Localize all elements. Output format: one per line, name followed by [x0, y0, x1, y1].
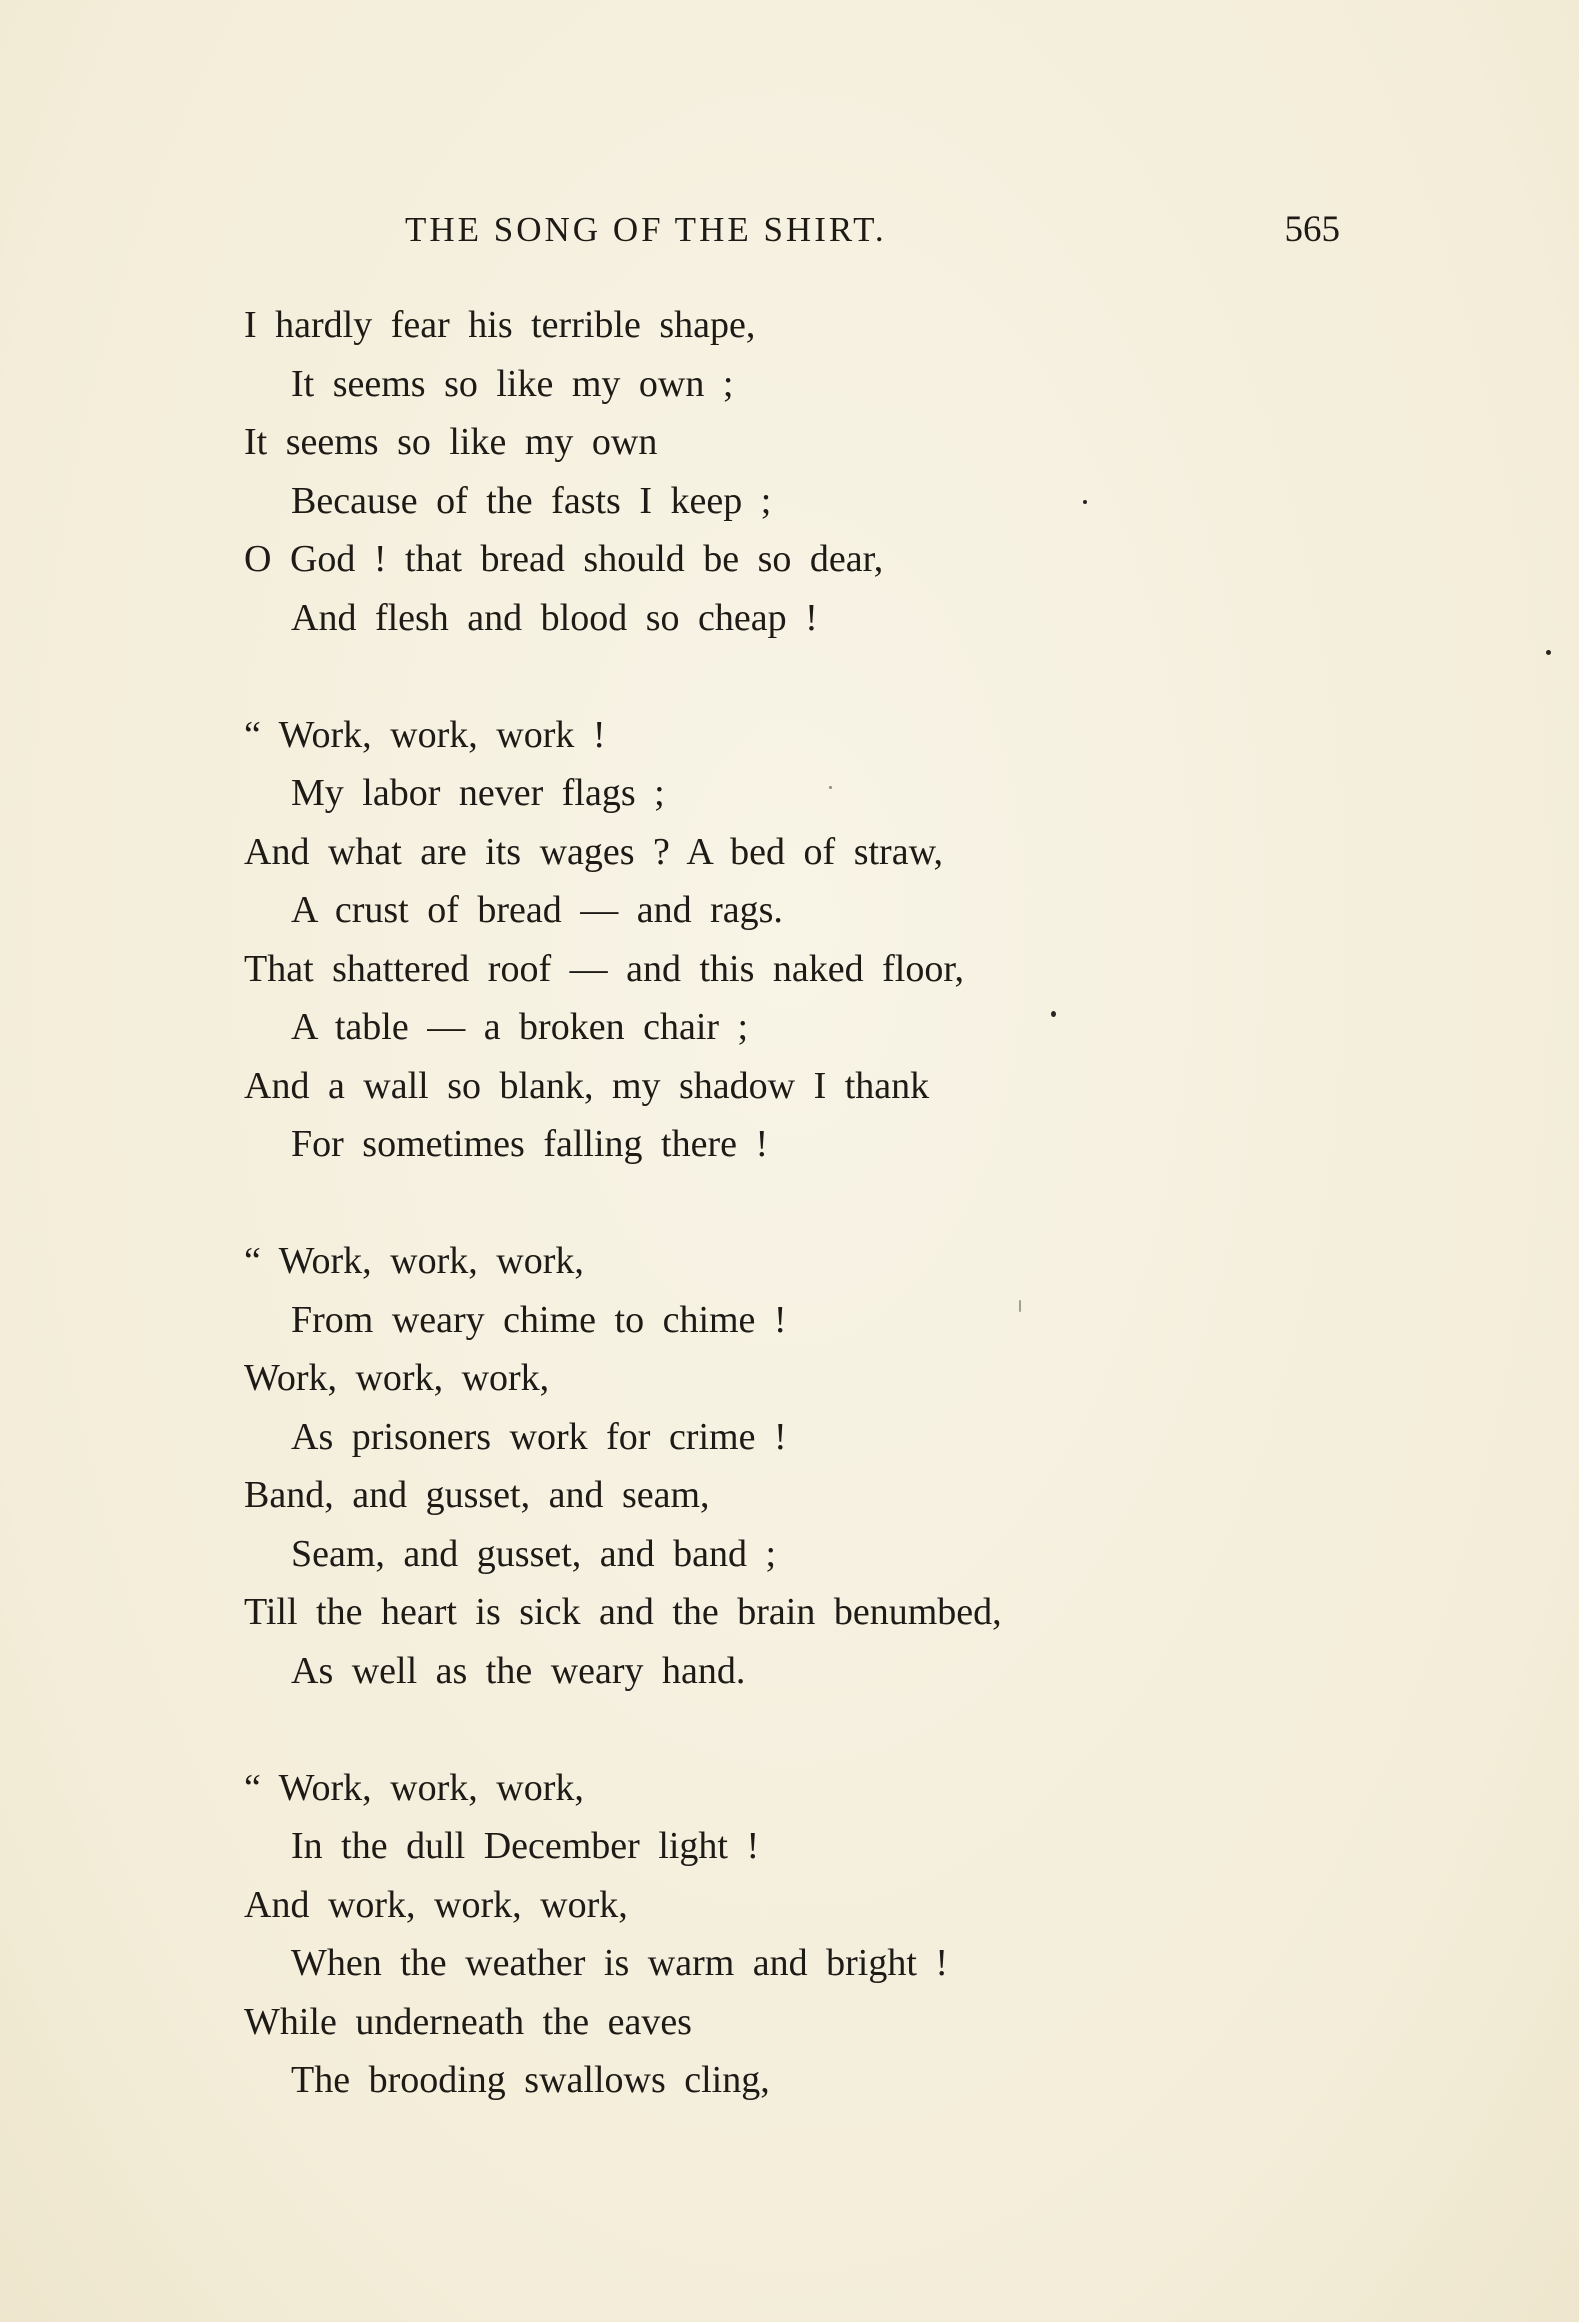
running-head [405, 202, 1340, 258]
poem-line: In the dull December light ! [291, 1825, 760, 1867]
poem-line: My labor never flags ; [291, 772, 665, 814]
poem-line: Till the heart is sick and the brain benumbed, [244, 1591, 1002, 1633]
poem-line: Band, and gusset, and seam, [244, 1474, 710, 1516]
ink-speck [1083, 500, 1087, 504]
poem-body [244, 296, 1444, 2168]
poem-line: For sometimes falling there ! [291, 1123, 769, 1165]
poem-line: And a wall so blank, my shadow I thank [244, 1064, 930, 1107]
poem-line: O God ! that bread should be so dear, [244, 538, 884, 580]
ink-speck [829, 786, 832, 789]
running-title: THE SONG OF THE SHIRT. [405, 210, 887, 249]
stanza [244, 1232, 1444, 1700]
poem-line: And what are its wages ? A bed of straw, [244, 830, 944, 873]
poem-line: As well as the weary hand. [291, 1649, 746, 1692]
poem-line: As prisoners work for crime ! [291, 1415, 787, 1458]
ink-speck [1019, 1300, 1021, 1312]
stanza [244, 1759, 1444, 2110]
poem-line: Because of the fasts I keep ; [291, 479, 772, 522]
poem-line: “ Work, work, work ! [244, 713, 606, 756]
poem-line: That shattered roof — and this naked floor, [244, 947, 964, 990]
poem-line: Work, work, work, [244, 1357, 550, 1399]
page-number: 565 [1284, 209, 1340, 250]
ink-speck [1051, 1011, 1056, 1017]
poem-line: It seems so like my own [244, 421, 658, 463]
poem-line: From weary chime to chime ! [291, 1298, 787, 1341]
poem-line: A crust of bread — and rags. [291, 889, 783, 931]
poem-line: “ Work, work, work, [244, 1240, 584, 1282]
stanza [244, 296, 1444, 647]
poem-line: And work, work, work, [244, 1883, 628, 1926]
poem-line: A table — a broken chair ; [291, 1006, 749, 1048]
poem-line: I hardly fear his terrible shape, [244, 304, 756, 346]
poem-line: When the weather is warm and bright ! [291, 1942, 949, 1984]
poem-line: “ Work, work, work, [244, 1766, 584, 1809]
poem-line: Seam, and gusset, and band ; [291, 1532, 777, 1575]
poem-line: While underneath the eaves [244, 2000, 692, 2043]
stanza [244, 706, 1444, 1174]
poem-line: It seems so like my own ; [291, 362, 734, 405]
poem-line: And flesh and blood so cheap ! [291, 596, 818, 639]
poem-line: The brooding swallows cling, [291, 2059, 770, 2101]
ink-speck [1546, 650, 1551, 655]
